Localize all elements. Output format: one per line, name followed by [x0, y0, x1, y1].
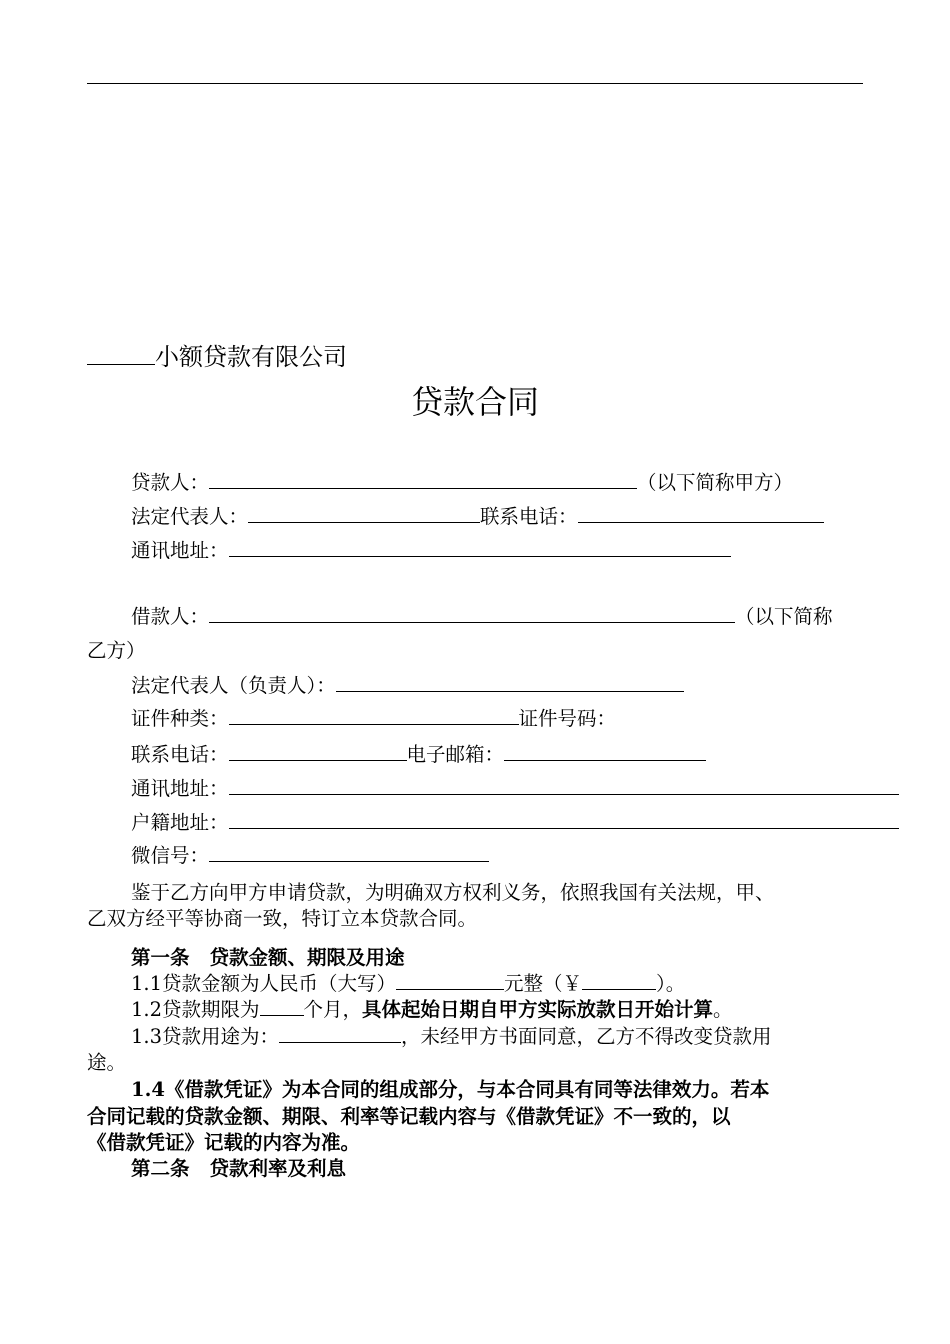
- preamble-line-2: 乙双方经平等协商一致，特订立本贷款合同。: [87, 907, 478, 930]
- clause-1-3: 1.3贷款用途为： ，未经甲方书面同意，乙方不得改变贷款用: [131, 1025, 772, 1048]
- lender-blank: [209, 470, 637, 489]
- header-rule: [87, 83, 863, 84]
- article-2-heading: 第二条 贷款利率及利息: [131, 1157, 347, 1180]
- borrower-wechat-blank: [209, 843, 489, 862]
- lender-rep-blank: [248, 504, 480, 523]
- borrower-rep-row: 法定代表人（负责人）：: [131, 673, 684, 699]
- borrower-household-blank: [229, 810, 899, 829]
- term-months-blank: [260, 997, 304, 1016]
- borrower-id-row: 证件种类： 证件号码：: [131, 707, 617, 730]
- page-title: 贷款合同: [410, 383, 539, 421]
- borrower-household-row: 户籍地址：: [131, 810, 899, 836]
- borrower-contact-row: 联系电话： 电子邮箱：: [131, 742, 706, 768]
- clause-1-1: 1.1贷款金额为人民币（大写） 元整（￥ ）。: [131, 972, 686, 995]
- borrower-address-blank: [229, 776, 899, 795]
- clause-1-4-line-2: 合同记载的贷款金额、期限、利率等记载内容与《借款凭证》不一致的，以: [87, 1105, 731, 1128]
- lender-phone-blank: [578, 504, 824, 523]
- lender-rep-row: 法定代表人： 联系电话：: [131, 504, 824, 530]
- borrower-id-type-blank: [229, 706, 519, 725]
- borrower-address-row: 通讯地址：: [131, 776, 899, 802]
- borrower-rep-blank: [336, 673, 684, 692]
- purpose-blank: [279, 1024, 401, 1043]
- borrower-row: 借款人： （以下简称: [131, 605, 833, 628]
- borrower-blank: [209, 604, 735, 623]
- article-1-heading: 第一条 贷款金额、期限及用途: [131, 946, 405, 969]
- clause-1-4-line-1: 1.4《借款凭证》为本合同的组成部分，与本合同具有同等法律效力。若本: [131, 1078, 770, 1101]
- borrower-abbr-cont: 乙方）: [87, 639, 146, 662]
- clause-1-4-line-3: 《借款凭证》记载的内容为准。: [87, 1131, 361, 1154]
- lender-address-row: 通讯地址：: [131, 538, 731, 564]
- company-blank: [87, 346, 155, 365]
- lender-address-blank: [229, 538, 731, 557]
- company-name: 小额贷款有限公司: [87, 342, 347, 372]
- borrower-phone-blank: [229, 742, 407, 761]
- clause-1-3-cont: 途。: [87, 1051, 127, 1074]
- amount-figure-blank: [582, 971, 656, 990]
- borrower-email-blank: [504, 742, 706, 761]
- amount-words-blank: [396, 971, 504, 990]
- preamble-line-1: 鉴于乙方向甲方申请贷款，为明确双方权利义务，依照我国有关法规，甲、: [131, 881, 775, 904]
- clause-1-2: 1.2贷款期限为 个月，具体起始日期自甲方实际放款日开始计算。: [131, 998, 733, 1021]
- borrower-wechat-row: 微信号：: [131, 843, 489, 869]
- lender-row: 贷款人： （以下简称甲方）: [131, 471, 794, 494]
